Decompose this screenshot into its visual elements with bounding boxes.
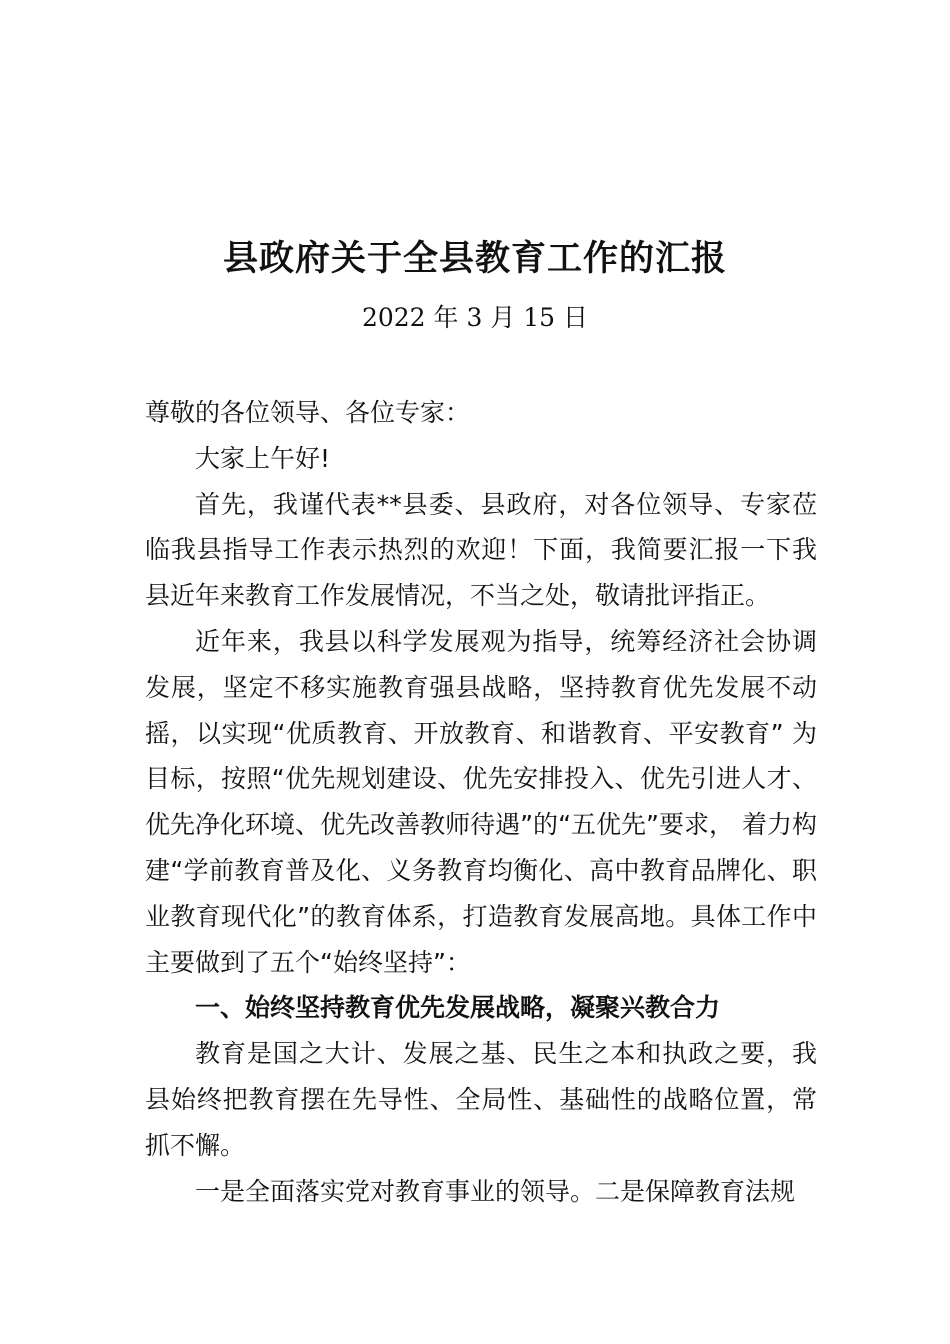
paragraph-welcome: 首先，我谨代表**县委、县政府，对各位领导、专家莅临我县指导工作表示热烈的欢迎！下面，我简要汇报一下我县近年来教育工作发展情况，不当之处，敬请批评指正。 [145,489,817,611]
document-title: 县政府关于全县教育工作的汇报 [222,239,727,279]
salutation: 尊敬的各位领导、各位专家： [145,398,471,427]
paragraph-greeting: 大家上午好! [195,443,331,473]
document-date: 2022 年 3 月 15 日 [361,303,589,332]
paragraph-section-points: 一是全面落实党对教育事业的领导。二是保障教育法规 [195,1176,796,1206]
paragraph-overview: 近年来，我县以科学发展观为指导，统筹经济社会协调发展，坚定不移实施教育强县战略，坚持教育优先发展不动摇，以实现“优质教育、开放教育、和谐教育、平安教育” 为目标，按照“优先规划建设、优先安排投入、优先引进人才、优先净化环境、优先改善教师待遇”的“五优先”要求， 着力构建“学前教育普及化、义务教育均衡化、高中教育品牌化、职业教育现代化”的教育体系，打造教育发展高地。具体工作中主要做到了五个“始终坚持”： [145,626,817,977]
paragraph-section-intro: 教育是国之大计、发展之基、民生之本和执政之要，我县始终把教育摆在先导性、全局性、基础性的战略位置，常抓不懈。 [145,1039,817,1160]
section-heading: 一、始终坚持教育优先发展战略，凝聚兴教合力 [195,993,721,1023]
document-body [145,390,817,1214]
